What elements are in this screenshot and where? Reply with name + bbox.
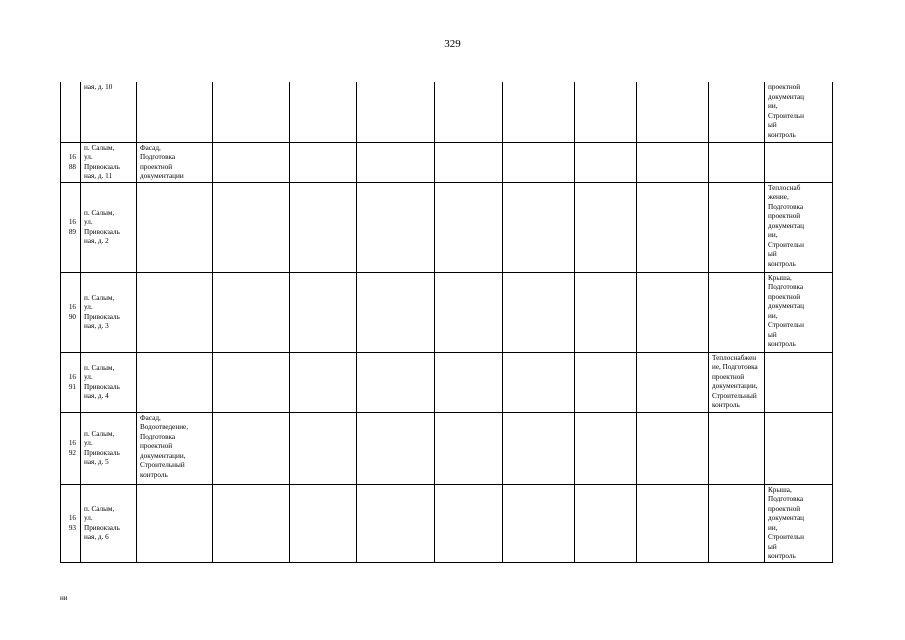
- works-cell-10-line: ии,: [768, 102, 778, 110]
- empty-cell: [290, 484, 357, 562]
- works-cell-10-line: ии,: [768, 311, 778, 320]
- works-cell-1-line: Строительный: [140, 461, 185, 469]
- works-cell-9: [709, 182, 765, 272]
- empty-cell: [290, 352, 357, 412]
- empty-cell: [213, 484, 290, 562]
- works-cell-9: [709, 142, 765, 182]
- works-cell-10-line: жение,: [768, 193, 789, 201]
- address-cell-line: ная, д. 6: [84, 533, 109, 541]
- works-cell-10-line: проектной: [768, 212, 801, 220]
- empty-cell: [213, 412, 290, 484]
- empty-cell: [575, 142, 637, 182]
- works-cell-10-line: проектной: [768, 83, 801, 91]
- works-cell-1: [137, 272, 213, 352]
- address-cell-line: п. Салым,: [84, 293, 115, 302]
- empty-cell: [503, 82, 575, 142]
- works-cell-1: [137, 352, 213, 412]
- address-cell: [81, 272, 137, 352]
- table-row: [61, 82, 833, 142]
- works-cell-9-line: Строительный: [712, 391, 757, 400]
- row-number-cell-line: 89: [68, 227, 76, 236]
- works-cell-10-line: документац: [768, 302, 804, 310]
- works-cell-9: [709, 412, 765, 484]
- empty-cell: [637, 352, 709, 412]
- works-cell-10-line: Строительн: [768, 111, 805, 120]
- empty-cell: [357, 272, 435, 352]
- works-cell-1-line: Подготовка: [140, 432, 176, 441]
- address-cell-line: ная, д. 3: [84, 322, 109, 330]
- works-table: [60, 82, 833, 563]
- works-cell-10: [765, 272, 833, 352]
- empty-cell: [213, 142, 290, 182]
- row-number-cell-line: 16: [68, 439, 76, 447]
- works-cell-10: [765, 182, 833, 272]
- works-cell-10: [765, 142, 833, 182]
- address-cell-line: ул.: [84, 303, 93, 311]
- address-cell-line: Привокзаль: [84, 312, 120, 321]
- address-cell: [81, 484, 137, 562]
- address-cell-line: ная, д. 2: [84, 237, 109, 245]
- empty-cell: [435, 82, 503, 142]
- address-cell: [81, 142, 137, 182]
- empty-cell: [503, 352, 575, 412]
- works-cell-9-line: проектной: [712, 372, 745, 381]
- empty-cell: [357, 182, 435, 272]
- empty-cell: [637, 484, 709, 562]
- works-cell-1-line: проектной: [140, 442, 173, 450]
- works-cell-9-line: ие, Подготовка: [712, 363, 758, 371]
- address-cell-line: п. Салым,: [84, 363, 115, 372]
- empty-cell: [503, 484, 575, 562]
- empty-cell: [290, 412, 357, 484]
- works-cell-10-line: ии,: [768, 231, 778, 239]
- empty-cell: [575, 182, 637, 272]
- empty-cell: [435, 272, 503, 352]
- empty-cell: [575, 82, 637, 142]
- row-number-cell-line: 92: [68, 448, 76, 457]
- address-cell-line: Привокзаль: [84, 382, 120, 391]
- works-cell-1: [137, 142, 213, 182]
- empty-cell: [637, 142, 709, 182]
- row-number-cell: [61, 352, 81, 412]
- row-number-cell-line: 90: [68, 312, 76, 321]
- works-cell-10-line: контроль: [768, 259, 796, 268]
- works-cell-10-line: проектной: [768, 504, 801, 513]
- footer-mark: ни: [60, 594, 68, 602]
- works-cell-10-line: контроль: [768, 130, 796, 139]
- works-cell-10-line: Крыша,: [768, 273, 792, 282]
- works-cell-10: [765, 82, 833, 142]
- row-number-cell-line: 16: [68, 373, 76, 381]
- works-cell-10-line: проектной: [768, 292, 801, 301]
- works-cell-1-line: Фасад,: [140, 143, 161, 152]
- empty-cell: [575, 484, 637, 562]
- address-cell-line: Привокзаль: [84, 448, 120, 457]
- row-number-cell-line: 16: [68, 303, 76, 311]
- row-number-cell: [61, 182, 81, 272]
- works-cell-1-line: Водоотведение,: [140, 423, 189, 431]
- works-cell-10-line: Строительн: [768, 321, 805, 329]
- empty-cell: [575, 272, 637, 352]
- works-cell-10-line: Крыша,: [768, 485, 792, 494]
- empty-cell: [503, 272, 575, 352]
- works-cell-10-line: Подготовка: [768, 202, 804, 211]
- row-number-cell-line: 88: [68, 162, 76, 171]
- works-cell-10: [765, 412, 833, 484]
- works-cell-1-line: Подготовка: [140, 153, 176, 161]
- page-number: 329: [444, 38, 461, 50]
- works-cell-10-line: Подготовка: [768, 283, 804, 291]
- empty-cell: [435, 182, 503, 272]
- empty-cell: [213, 82, 290, 142]
- empty-cell: [435, 412, 503, 484]
- table-body: [61, 82, 833, 562]
- works-cell-9: [709, 82, 765, 142]
- address-cell-line: Привокзаль: [84, 162, 120, 171]
- row-number-cell-line: 16: [68, 218, 76, 226]
- empty-cell: [637, 412, 709, 484]
- table-row: [61, 484, 833, 562]
- address-cell-line: ная, д. 5: [84, 458, 109, 466]
- address-cell-line: ная, д. 11: [84, 172, 113, 180]
- address-cell: [81, 182, 137, 272]
- table-row: [61, 352, 833, 412]
- empty-cell: [435, 352, 503, 412]
- row-number-cell: [61, 484, 81, 562]
- empty-cell: [637, 182, 709, 272]
- works-cell-10-line: ый: [768, 330, 777, 339]
- address-cell-line: п. Салым,: [84, 143, 115, 152]
- address-cell: [81, 352, 137, 412]
- works-cell-9: [709, 352, 765, 412]
- empty-cell: [435, 142, 503, 182]
- empty-cell: [213, 352, 290, 412]
- works-cell-10-line: Подготовка: [768, 495, 804, 503]
- address-cell-line: ул.: [84, 153, 93, 161]
- row-number-cell: [61, 82, 81, 142]
- works-cell-1-line: Фасад,: [140, 413, 161, 422]
- works-cell-10-line: ый: [768, 250, 777, 258]
- works-cell-1-line: контроль: [140, 470, 168, 479]
- works-cell-9: [709, 272, 765, 352]
- table-row: [61, 272, 833, 352]
- empty-cell: [357, 352, 435, 412]
- works-cell-10-line: ый: [768, 121, 777, 129]
- table-row: [61, 142, 833, 182]
- empty-cell: [503, 182, 575, 272]
- works-cell-10-line: ии,: [768, 523, 778, 532]
- works-cell-10-line: документац: [768, 514, 804, 522]
- row-number-cell-line: 93: [68, 523, 76, 532]
- table-row: [61, 412, 833, 484]
- works-cell-10-line: ый: [768, 542, 777, 551]
- empty-cell: [213, 272, 290, 352]
- works-cell-10-line: документац: [768, 221, 804, 230]
- empty-cell: [503, 412, 575, 484]
- empty-cell: [637, 82, 709, 142]
- works-cell-10-line: Строительн: [768, 240, 805, 249]
- works-cell-1-line: документации,: [140, 451, 186, 460]
- works-cell-10-line: контроль: [768, 340, 796, 348]
- table-row: [61, 182, 833, 272]
- address-cell-line: ул.: [84, 514, 93, 522]
- empty-cell: [290, 142, 357, 182]
- works-cell-10: [765, 352, 833, 412]
- address-cell: [81, 82, 137, 142]
- empty-cell: [357, 82, 435, 142]
- works-cell-9-line: документации,: [712, 382, 758, 390]
- address-cell-line: Привокзаль: [84, 227, 120, 236]
- empty-cell: [357, 484, 435, 562]
- empty-cell: [503, 142, 575, 182]
- address-cell-line: ул.: [84, 373, 93, 381]
- empty-cell: [290, 272, 357, 352]
- empty-cell: [435, 484, 503, 562]
- empty-cell: [357, 412, 435, 484]
- row-number-cell-line: 16: [68, 514, 76, 522]
- address-cell-line: Привокзаль: [84, 523, 120, 532]
- works-cell-1: [137, 412, 213, 484]
- works-cell-10-line: контроль: [768, 552, 796, 560]
- address-cell-line: п. Салым,: [84, 429, 115, 438]
- works-cell-10-line: Теплоснаб: [768, 183, 801, 192]
- empty-cell: [357, 142, 435, 182]
- works-cell-9: [709, 484, 765, 562]
- address-cell-line: ул.: [84, 439, 93, 447]
- empty-cell: [213, 182, 290, 272]
- address-cell-line: ул.: [84, 218, 93, 226]
- works-cell-1-line: документации: [140, 172, 184, 180]
- works-cell-10-line: Строительн: [768, 533, 805, 541]
- address-cell-line: п. Салым,: [84, 504, 115, 513]
- works-cell-1: [137, 484, 213, 562]
- works-cell-1: [137, 82, 213, 142]
- row-number-cell: [61, 412, 81, 484]
- works-cell-9-line: контроль: [712, 401, 740, 409]
- address-cell: [81, 412, 137, 484]
- row-number-cell-line: 91: [68, 382, 76, 391]
- works-cell-1-line: проектной: [140, 162, 173, 171]
- works-cell-10: [765, 484, 833, 562]
- row-number-cell: [61, 272, 81, 352]
- address-cell-line: ная, д. 4: [84, 392, 109, 400]
- row-number-cell-line: 16: [68, 153, 76, 161]
- empty-cell: [575, 412, 637, 484]
- row-number-cell: [61, 142, 81, 182]
- empty-cell: [290, 82, 357, 142]
- empty-cell: [290, 182, 357, 272]
- address-cell-line: п. Салым,: [84, 208, 115, 217]
- works-cell-10-line: документац: [768, 92, 804, 101]
- works-cell-9-line: Теплоснабжен: [712, 353, 757, 362]
- works-cell-1: [137, 182, 213, 272]
- empty-cell: [637, 272, 709, 352]
- empty-cell: [575, 352, 637, 412]
- address-cell-line: ная, д. 10: [84, 83, 113, 91]
